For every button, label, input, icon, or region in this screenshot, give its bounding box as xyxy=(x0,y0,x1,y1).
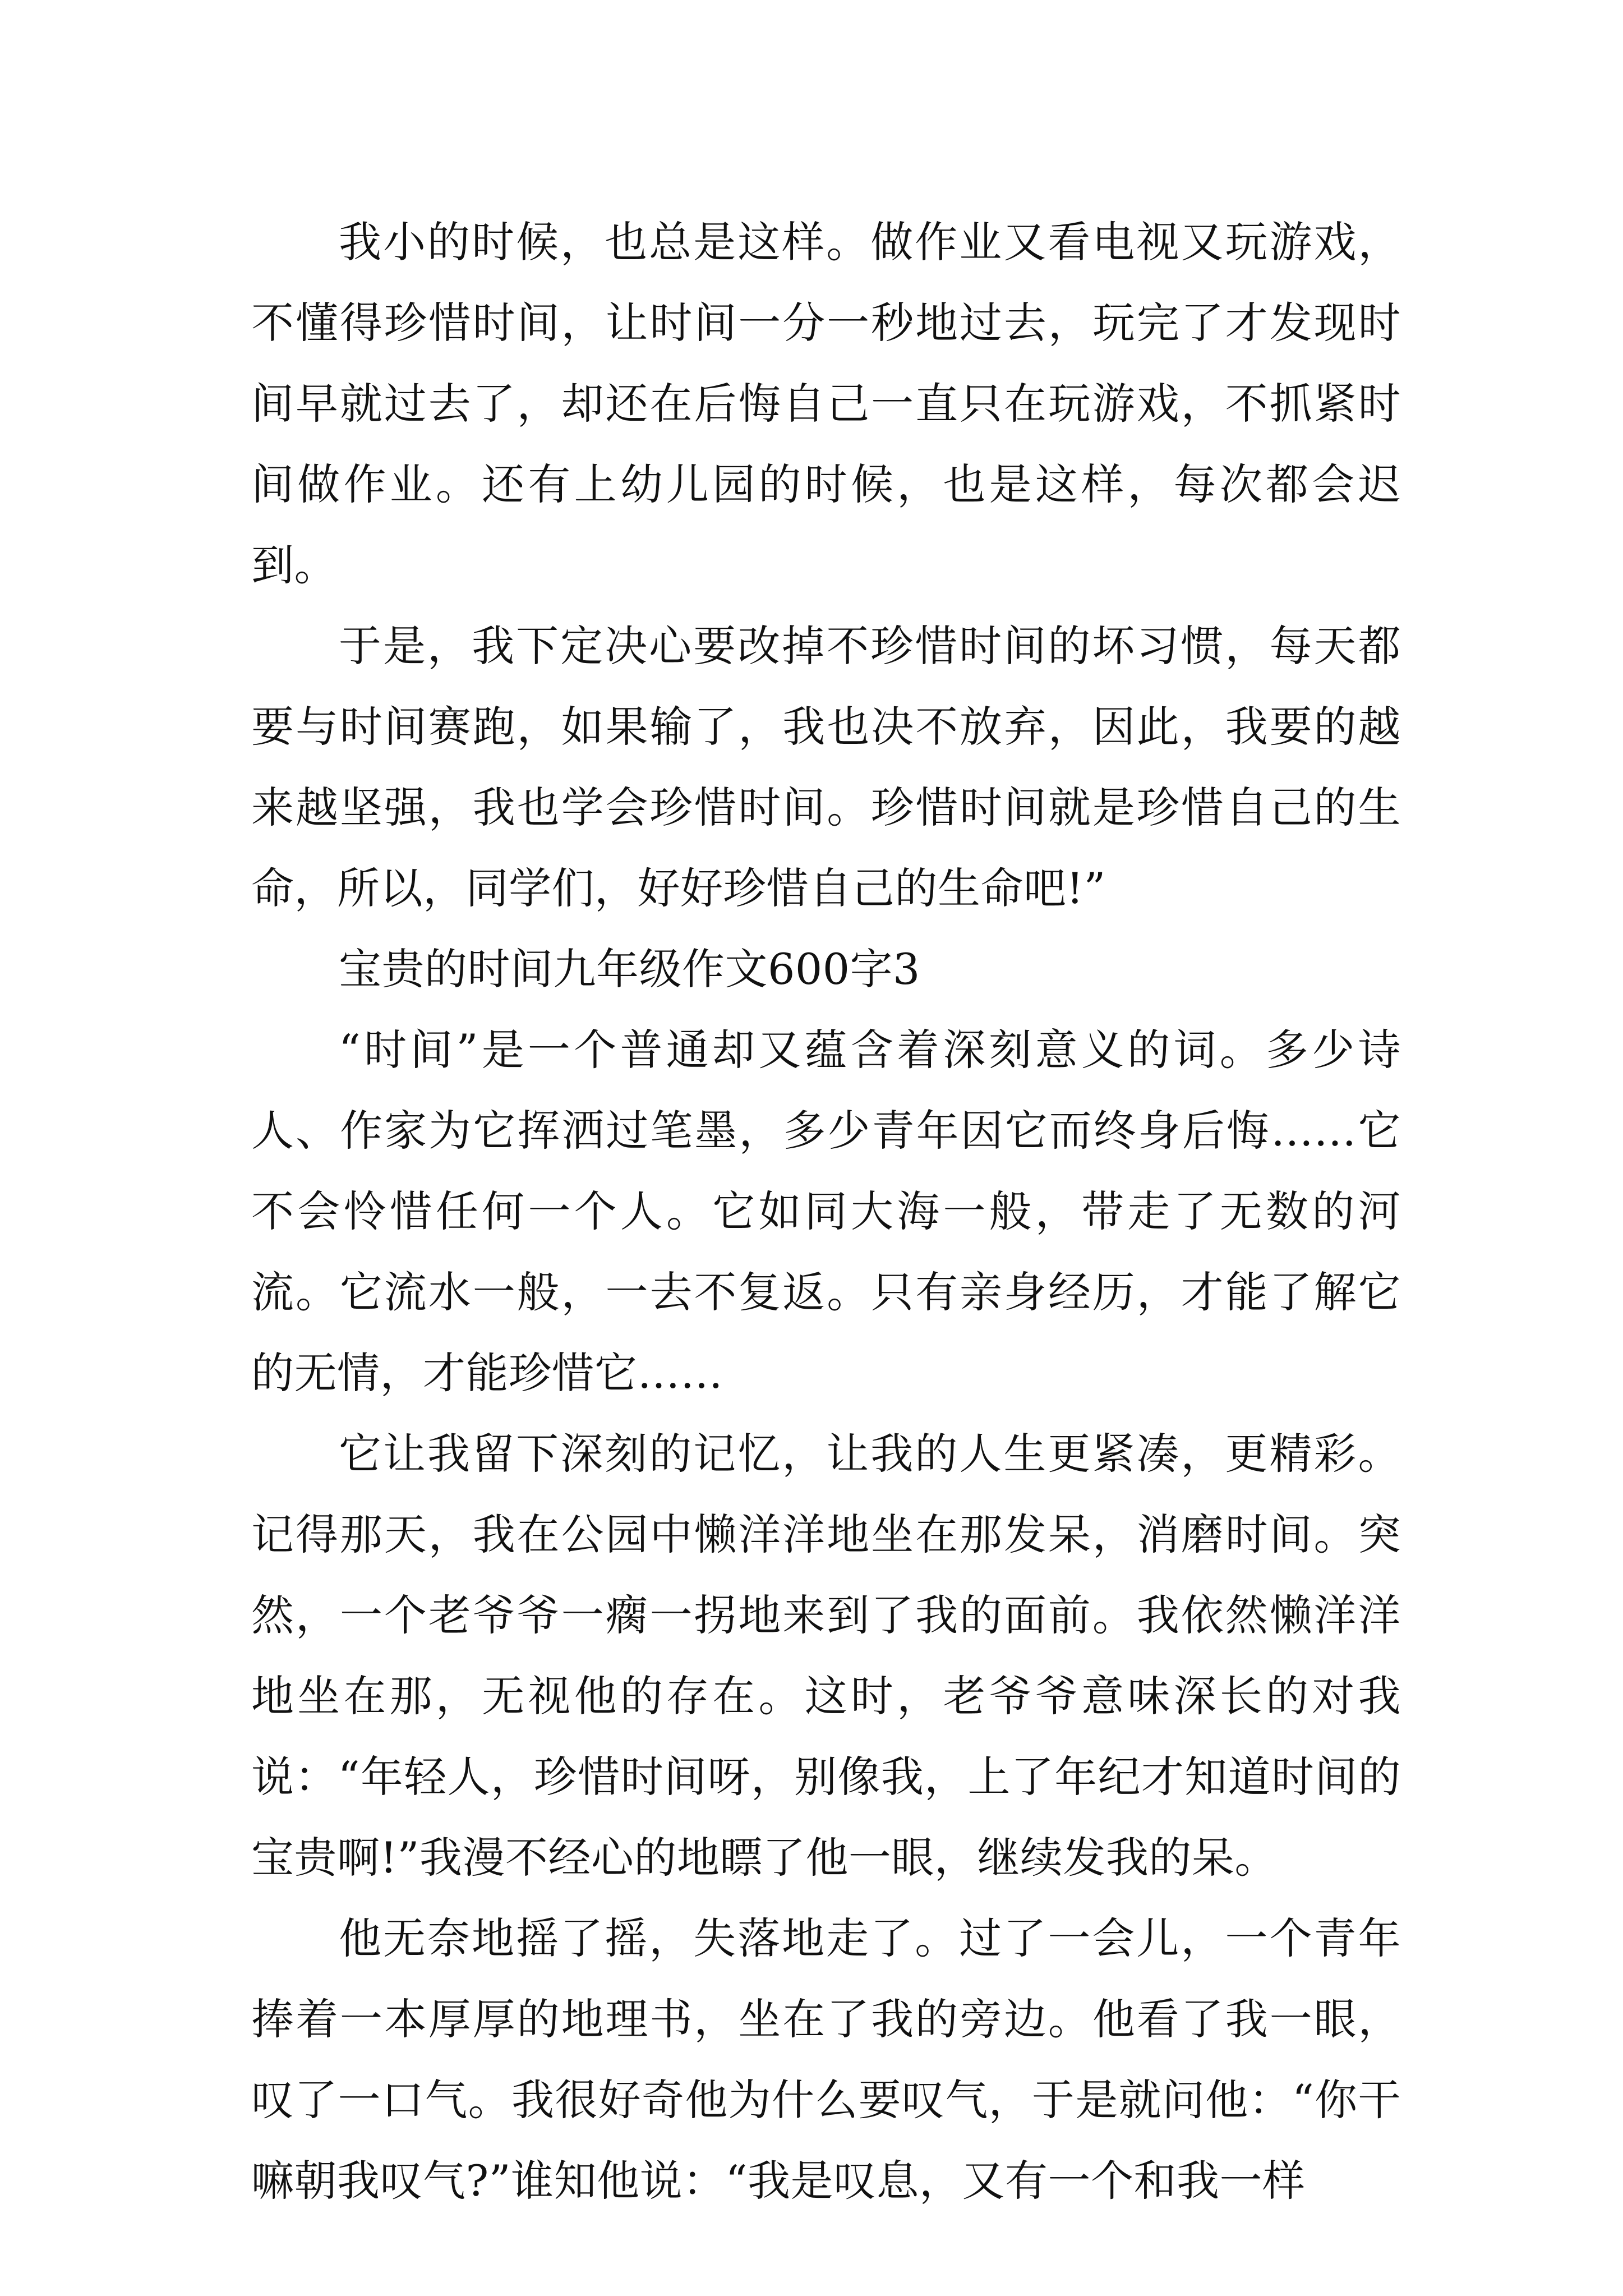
paragraph-2: 于是，我下定决心要改掉不珍惜时间的坏习惯，每天都要与时间赛跑，如果输了，我也决不放弃，因此，我要的越来越坚强，我也学会珍惜时间。珍惜时间就是珍惜自己的生命，所以，同学们，好好珍惜自己的生命吧!” xyxy=(251,621,1401,913)
paragraph-3: “时间”是一个普通却又蕴含着深刻意义的词。多少诗人、作家为它挥洒过笔墨，多少青年因它而终身后悔……它不会怜惜任何一个人。它如同大海一般，带走了无数的河流。它流水一般，一去不复返。只有亲身经历，才能了解它的无情，才能珍惜它…… xyxy=(251,1025,1401,1398)
paragraph-5: 他无奈地摇了摇，失落地走了。过了一会儿，一个青年捧着一本厚厚的地理书，坐在了我的旁边。他看了我一眼，叹了一口气。我很好奇他为什么要叹气，于是就问他：“你干嘛朝我叹气?”谁知他说：“我是叹息，又有一个和我一样 xyxy=(251,1913,1401,2206)
paragraph-1: 我小的时候，也总是这样。做作业又看电视又玩游戏，不懂得珍惜时间，让时间一分一秒地过去，玩完了才发现时间早就过去了，却还在后悔自己一直只在玩游戏，不抓紧时间做作业。还有上幼儿园的时候，也是这样，每次都会迟到。 xyxy=(251,217,1401,590)
document-body xyxy=(251,202,1401,2221)
paragraph-4: 它让我留下深刻的记忆，让我的人生更紧凑，更精彩。记得那天，我在公园中懒洋洋地坐在那发呆，消磨时间。突然，一个老爷爷一瘸一拐地来到了我的面前。我依然懒洋洋地坐在那，无视他的存在。这时，老爷爷意味深长的对我说：“年轻人，珍惜时间呀，别像我，上了年纪才知道时间的宝贵啊!”我漫不经心的地瞟了他一眼，继续发我的呆。 xyxy=(251,1429,1401,1883)
section-heading: 宝贵的时间九年级作文600字3 xyxy=(339,944,920,994)
